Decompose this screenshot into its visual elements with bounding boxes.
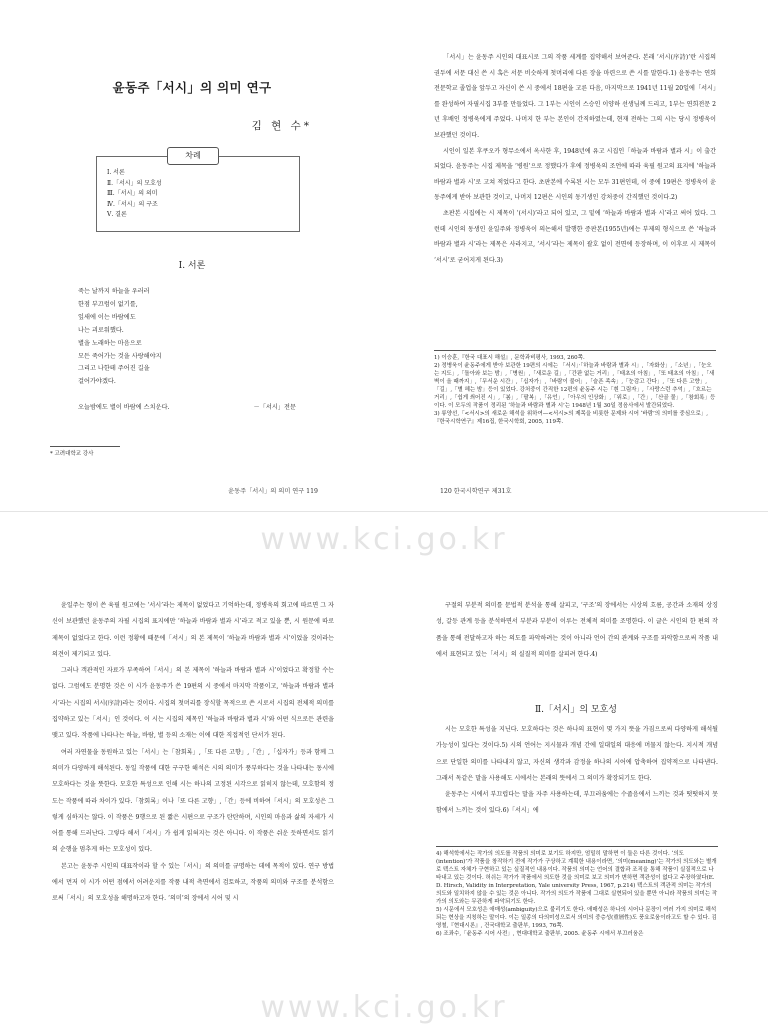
- footnote-rule: [434, 350, 716, 351]
- paragraph: 윤동주는 시에서 부끄럽다는 말을 자주 사용하는데, 부끄러움에는 수줍음에서 느끼는 것과 떳떳하지 못함에서 느끼는 것이 있다.6)「서시」에: [436, 791, 718, 815]
- paragraph: 시는 모호한 특성을 지닌다. 모호하다는 것은 하나의 표현이 몇 가지 뜻을 가짐으로써 다양하게 해석될 가능성이 있다는 것이다.5) 시의 언어는 지시물과 개념 간에 일대일의 대응에 머물지 않는다. 지시적 개념으로 단일한 의미를 나타내지 않고, 자신의 생각과 감정을 하나의 시어에 압축하여 집약적으로 나타낸다. 그래서 독같은 말을 사용해도 시에서는 본래의 뜻에서 그 의미가 확장되기도 한다.: [436, 726, 718, 782]
- footnote: 6) 조좌수,「윤동주 시어 사전」, 현대대학교 출판부, 2005. 윤동주 시에서 부끄러움은: [436, 931, 644, 937]
- author-affiliation-footnote: * 고려대학교 강사: [50, 451, 94, 457]
- poem-quote: [78, 286, 170, 415]
- paragraph: 구절의 부분적 의미를 문법적 분석을 통해 살피고, ‘구조’의 장에서는 시상의 흐름, 공간과 소재의 상징성, 갈등 관계 등을 분석하면서 부분과 부분이 이루는 전체적 의미를 조명한다. 이 글은 시인의 한 편의 작품을 통해 전달하고자 하는 의도를 파악하려는 것이 아니라 언어 간의 관계와 구조를 파악함으로써 작품 내에서 표현되고 있는「서시」의 실질적 의미를 살피려 한다.4): [436, 602, 718, 658]
- body-text: [436, 722, 718, 820]
- footnote-rule: [50, 446, 120, 447]
- paragraph: 「서시」는 윤동주 시인의 대표시로 그의 작품 세계를 집약해서 보여준다. 본래 ‘서시(序詩)’란 시집의 권두에 서문 대신 쓴 시 혹은 서문 비슷하게 첫머리에 다른 장을 마련으로 쓴 시를 말한다.1) 윤동주는 연희전문학교 졸업을 앞두고 자신이 쓴 시 중에서 18편을 고른 다음, 마지막으로 1941년 11월 20일에「서시」를 완성하여 자필시집 3부를 만들었다. 그 1부는 시인이 스승인 이양하 선생님께 드리고, 1부는 연희전문 2년 후배인 정병욱에게 주었다. 나머지 한 부는 본인이 간직하였는데, 현재 전하는 그의 시는 당시 정병욱이 보관했던 것이다.: [434, 54, 716, 139]
- poem-line: 잎새에 이는 바람에도: [78, 313, 136, 321]
- body-text: [436, 598, 718, 663]
- paragraph: 초판본 시집에는 시 제목이 ‘(서시)’라고 되어 있고, 그 밑에 ‘하늘과 바람과 별과 시’라고 써어 있다. 그런데 시인의 동생인 윤일주와 정병욱이 의논해서 발행한 증판본(1955년)에는 부제의 형식으로 쓴 ‘하늘과 바람과 별과 시’라는 제목은 사라지고, ‘서시’라는 제목이 괄호 없이 전면에 등장하며, 이 이후로 시 제목이 ‘서시’로 굳어지게 된다.3): [434, 209, 716, 264]
- section-heading-intro: Ⅰ. 서론: [178, 261, 206, 271]
- poem-line: 모든 죽어가는 것을 사랑해야지: [78, 352, 162, 360]
- toc-item: Ⅳ.「서시」의 구조: [107, 200, 158, 208]
- poem-line: 걸어가야겠다.: [78, 378, 116, 386]
- running-footer: 윤동주「서시」의 의미 연구 119: [228, 488, 318, 495]
- toc-item: Ⅲ.「서시」의 의미: [107, 190, 158, 197]
- footnotes: [436, 850, 718, 938]
- toc-heading: 차례: [167, 147, 219, 165]
- page-120: [384, 0, 768, 512]
- toc-item: Ⅰ. 서론: [107, 169, 125, 176]
- author-name: 김 현 수*: [251, 120, 312, 132]
- poem-line: 그리고 나한테 주어진 길을: [78, 365, 150, 373]
- toc-item: Ⅴ. 결론: [107, 211, 127, 218]
- section-heading-ambiguity: Ⅱ.「서시」의 모호성: [534, 705, 617, 715]
- page-122: [384, 512, 768, 1024]
- footnote: 3) 류양선,「<서시>의 새로운 해석을 위하여—<서시>의 제목을 비롯한 문제와 시어 ‘바람’의 의미를 중심으로」,『한국시학연구』제16집, 한국시학회, 2005, 119쪽.: [434, 411, 709, 425]
- watermark-top: www.kci.go.kr: [260, 522, 508, 557]
- poem-line: 오늘밤에도 별이 바람에 스치운다.: [78, 404, 170, 412]
- poem-line: 별을 노래하는 마음으로: [78, 339, 142, 347]
- toc-item: Ⅱ.「서시」의 모호성: [107, 179, 162, 187]
- poem-line: 죽는 날까지 하늘을 우러러: [78, 288, 150, 295]
- page-121: [0, 512, 384, 1024]
- poem-line: 나는 괴로워했다.: [78, 326, 124, 334]
- paragraph: 본고는 윤동주 시인의 대표작이라 할 수 있는「서시」의 의미를 규명하는 데에 목적이 있다. 연구 방법에서 먼저 이 시가 어떤 점에서 어려운지를 작품 내적 측면에서 검토하고, 작품의 의미와 구조를 분석함으로써「서시」의 모호성을 해명하고자 한다. ‘의미’의 장에서 시어 및 시: [52, 862, 334, 903]
- table-of-contents: [96, 151, 300, 232]
- footnote-rule: [436, 846, 718, 847]
- paper-title: 윤동주「서시」의 의미 연구: [112, 80, 272, 95]
- paragraph: 시인이 일본 후쿠오카 형무소에서 옥사한 후, 1948년에 유고 시집인「하늘과 바람과 별과 시」이 출간되었다. 윤동주는 시집 제목을 ‘병원’으로 정했다가 후에 정병욱의 조언에 따라 육필 원고의 표지에 ‘하늘과 바람과 별과 시’로 고쳐 적었다고 한다. 초판본에 수록된 시는 모두 31편인데, 이 중에 19편은 정병욱이 윤동주에게 받아 보관한 것이고, 나머지 12편은 시인의 동기생인 강처중이 간직했던 것이다.2): [434, 147, 716, 202]
- footnote: 2) 정병욱이 윤동주에게 받아 보관한 19편의 시에는 「서시」·「하늘과 바람과 별과 시」,「자화상」,「소년」,「눈오는 지도」,「돌아와 보는 밤」,「병원」,「새로운 길」,「간판 없는 거리」,「태초의 아침」,「또 태초의 아침」,「새벽이 올 때까지」,「무서운 시간」,「십자가」,「바람이 불어」,「슬픈 족속」,「눈감고 간다」,「또 다른 고향」,「길」,「별 헤는 밤」등이 있었다. 강처중이 간직한 12편의 윤동주 시는「흰 그림자」,「사랑스런 추억」,「흐르는 거리」,「쉽게 씌어진 시」,「봄」,「팔복」,「유언」,「아우의 인상화」,「위로」,「간」,「산골 물」,「참회록」등이다. 이 모두의 작품이 정리된 ‘하늘과 바람과 별과 시’는 1948년 1월 30일 정음사에서 발간되었다.: [434, 363, 716, 409]
- poem-line: 한점 부끄럼이 없기를,: [78, 300, 138, 308]
- running-header: 120 한국시학연구 제31호: [440, 488, 512, 495]
- poem-stanza-break: [78, 389, 170, 402]
- footnotes: [434, 354, 716, 426]
- toc-list: [107, 168, 162, 221]
- footnote: 4) 해석학에서는 작가의 의도를 작품의 의미로 보기도 하지만, 엄밀히 말하면 이 둘은 다른 것이다. ‘의도(intention)’가 작품을 창작하기 전에 작가가 구상하고 계획한 내용이라면, ‘의미(meaning)’는 작가의 의도와는 별개로 텍스트 자체가 구현하고 있는 실질적인 내용이다. 작품의 의미는 언어의 결합과 조직을 통해 작품이 실질적으로 나타내고 있는 것이다. 허쉬는 작가가 작품에서 의도한 것을 의미로 보고 의미가 변하면 객관성이 없다고 주장하였다(E. D. Hirsch, Validity in Interpretation, Yale university Press, 1967, p.214) 텍스트의 객관적 의미는 작가의 의도와 일치하지 않을 수 있는 것은 아니다. 작가의 의도가 작품에 그대로 실현되어 있을 뿐만 아니라 작품의 의미는 작가의 의도와는 무관하게 파악되기도 한다.: [436, 851, 718, 905]
- paragraph: 윤일주는 형이 쓴 육필 원고에는 ‘서시’라는 제목이 없었다고 기억하는데, 정병욱의 회고에 따르면 그 자신이 보관했던 윤동주의 자필 시집의 표지에만 ‘하늘과 바람과 별과 시’라고 적고 있을 뿐, 시 원문에 따로 제목이 없었다고 한다. 이런 정황에 때문에「서시」의 본 제목이 ‘하늘과 바람과 별과 시’이었을 것이라는 의견이 제기되고 있다.: [52, 602, 334, 658]
- watermark-bottom: www.kci.go.kr: [260, 990, 508, 1025]
- body-text: [434, 50, 716, 268]
- paragraph: 그러나 객관적인 자료가 부족하여「서시」의 본 제목이 ‘하늘과 바람과 별과 시’이었다고 확정할 수는 없다. 그럼에도 분명한 것은 이 시가 윤동주가 쓴 19편의 시 중에서 마지막 작품이고, ‘하늘과 바람과 별과 시’라는 시집의 서시(序詩)라는 것이다. 시집의 첫머리를 장식할 목적으로 쓴 시로서 시집의 전체적 의미를 집약하고 있는「서시」인 것이다. 이 시는 시집의 제목인 ‘하늘과 바람과 별과 시’와 어떤 식으로든 관련을 맺고 있다. 작품에 나타나는 하늘, 바람, 별 등의 소재는 이에 대한 직접적인 단서가 된다.: [52, 667, 334, 740]
- footnote: 5) 시문에서 모호성은 애매성(ambiguity)으로 불리기도 한다. 애매성은 하나의 시어나 문장이 여러 가지 의미로 해석되는 현상을 지칭하는 말이다. 이는 일종의 다의미성으로서 의미의 중층성(重層性)도 풍요로움이라고도 할 수 있다. 김영철,『현대시론』, 건국대학교 출판부, 1993, 76쪽.: [436, 907, 717, 929]
- poem-source: －「서시」전문: [253, 404, 296, 411]
- footnote: 1) 이승훈,『한국 대표시 해설』, 문학과비평사, 1993, 260쪽.: [434, 355, 585, 361]
- page-119: [0, 0, 384, 512]
- body-text: [52, 598, 334, 908]
- paragraph: 여러 자연물을 동원하고 있는「서시」는「참회록」,「또 다른 고향」,「간」,「십자가」등과 함께 그 의미가 다양하게 해석된다. 동일 작품에 대한 구구한 해석은 시의 의미가 풍부하다는 것을 나타내는 동시에 모호하다는 것을 뜻한다. 모호한 특성으로 인해 시는 하나의 고정된 시각으로 읽히지 않는데, 모호함의 정도는 작품에 따라 차이가 있다.「참회록」이나「또 다른 고향」,「간」등에 비하여「서시」의 모호성은 그렇게 심하지는 않다. 이 작품은 9행으로 된 짧은 시편으로 구조가 탄탄하며, 시인의 마음과 삶의 자세가 시어를 통해 드러난다. 그렇다 해서「서시」가 쉽게 읽혀지는 것은 아니다. 이 작품은 쉬운 듯하면서도 읽기의 순행을 멈추게 하는 모호성이 있다.: [52, 748, 334, 854]
